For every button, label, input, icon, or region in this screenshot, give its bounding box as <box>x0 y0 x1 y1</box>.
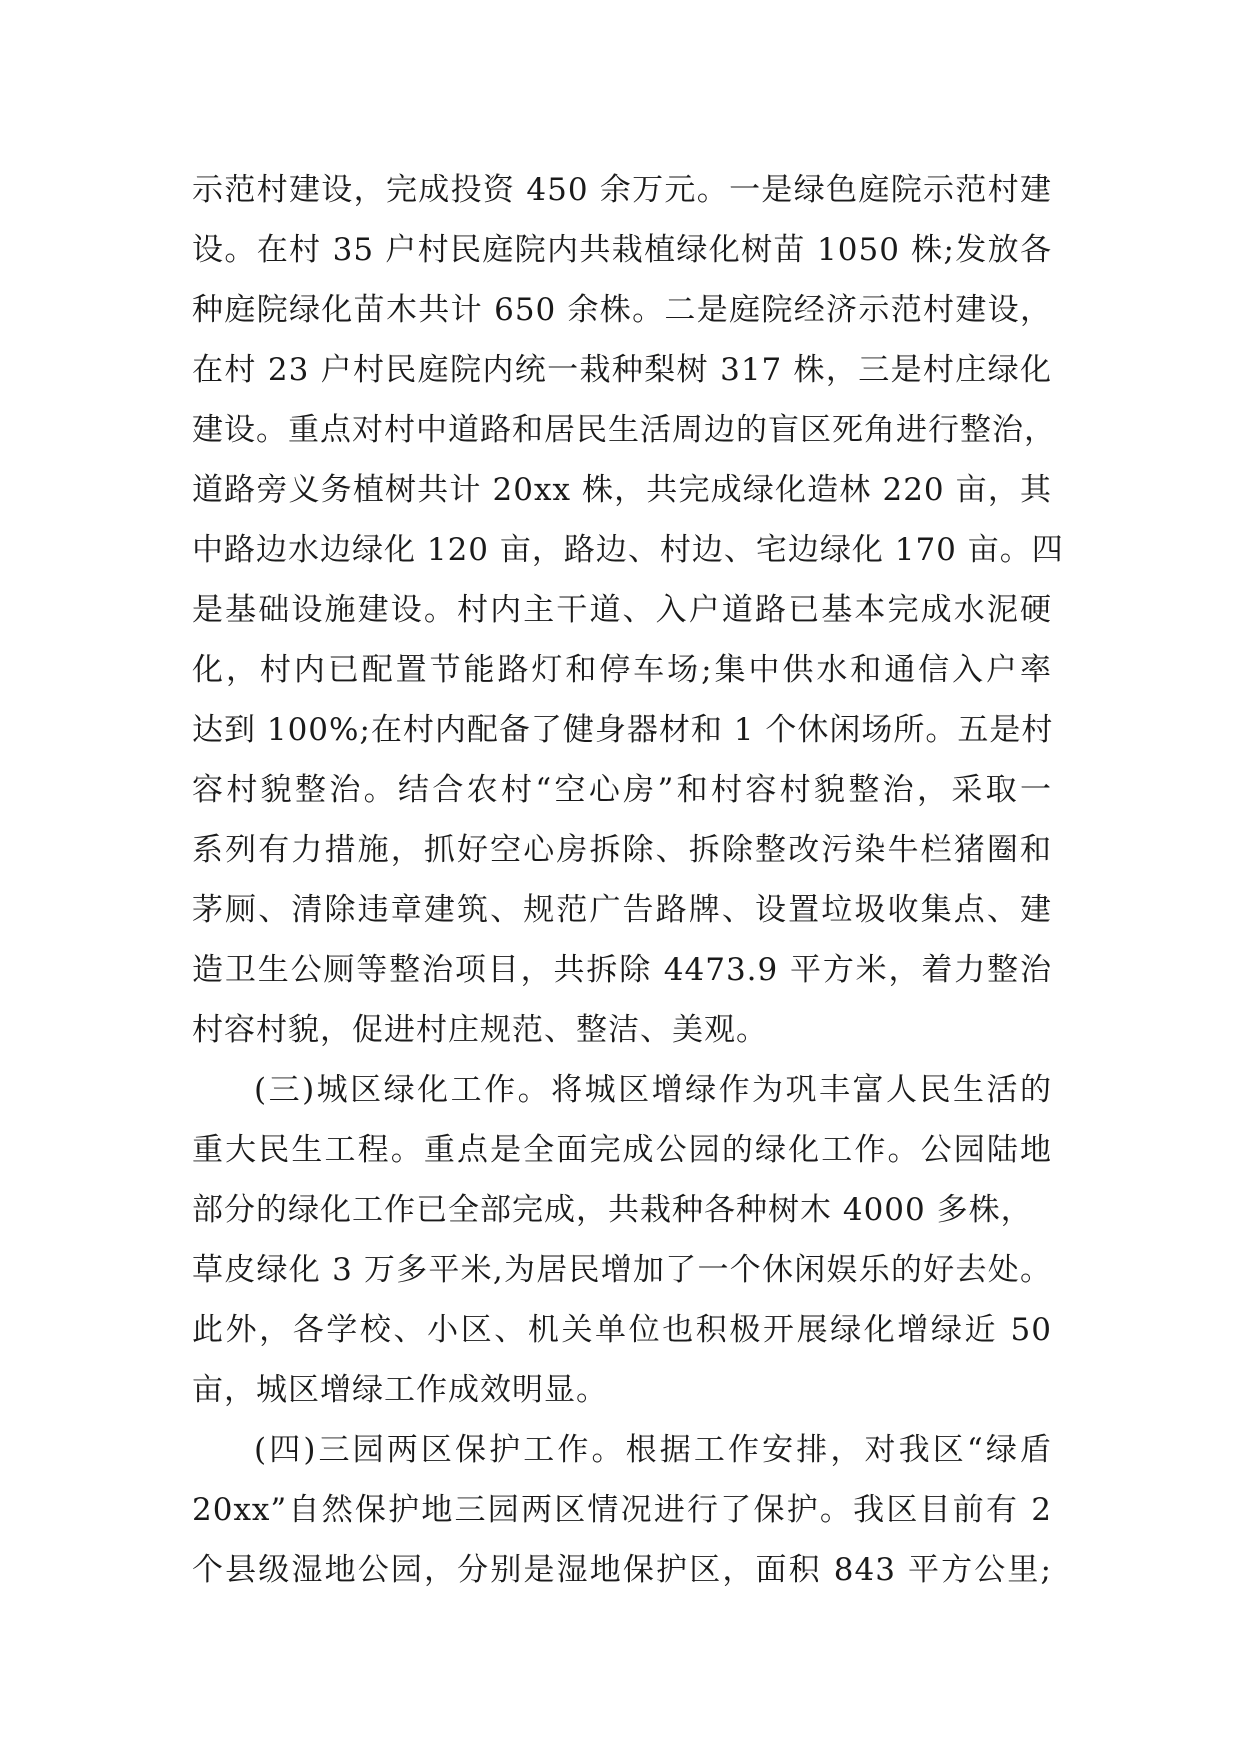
text-line: 化，村内已配置节能路灯和停车场;集中供水和通信入户率 <box>192 652 1052 688</box>
text-line: 此外，各学校、小区、机关单位也积极开展绿化增绿近 50 <box>192 1312 1052 1348</box>
text-line: 在村 23 户村民庭院内统一栽种梨树 317 株，三是村庄绿化 <box>192 352 1052 388</box>
text-line: 村容村貌，促进村庄规范、整洁、美观。 <box>192 1012 768 1048</box>
text-line: 20xx”自然保护地三园两区情况进行了保护。我区目前有 2 <box>192 1492 1052 1528</box>
text-line: 种庭院绿化苗木共计 650 余株。二是庭院经济示范村建设， <box>192 292 1052 328</box>
text-line: 草皮绿化 3 万多平米,为居民增加了一个休闲娱乐的好去处。 <box>192 1252 1052 1288</box>
text-line: 中路边水边绿化 120 亩，路边、村边、宅边绿化 170 亩。四 <box>192 532 1064 568</box>
text-line: 设。在村 35 户村民庭院内共栽植绿化树苗 1050 株;发放各 <box>192 232 1052 268</box>
text-line: 建设。重点对村中道路和居民生活周边的盲区死角进行整治， <box>192 412 1056 448</box>
text-line: 茅厕、清除违章建筑、规范广告路牌、设置垃圾收集点、建 <box>192 892 1052 928</box>
text-line: 道路旁义务植树共计 20xx 株，共完成绿化造林 220 亩，其 <box>192 472 1052 508</box>
text-line: 是基础设施建设。村内主干道、入户道路已基本完成水泥硬 <box>192 592 1052 628</box>
text-line: 重大民生工程。重点是全面完成公园的绿化工作。公园陆地 <box>192 1132 1052 1168</box>
text-line: 系列有力措施，抓好空心房拆除、拆除整改污染牛栏猪圈和 <box>192 832 1052 868</box>
section-heading-line: (三)城区绿化工作。将城区增绿作为巩丰富人民生活的 <box>254 1072 1052 1108</box>
text-line: 部分的绿化工作已全部完成，共栽种各种树木 4000 多株， <box>192 1192 1033 1228</box>
body-text <box>192 160 1064 1600</box>
text-line: 示范村建设，完成投资 450 余万元。一是绿色庭院示范村建 <box>192 172 1052 208</box>
text-line: 造卫生公厕等整治项目，共拆除 4473.9 平方米，着力整治 <box>192 952 1052 988</box>
text-line: 容村貌整治。结合农村“空心房”和村容村貌整治，采取一 <box>192 772 1052 808</box>
text-line: 亩，城区增绿工作成效明显。 <box>192 1372 608 1408</box>
section-heading-line: (四)三园两区保护工作。根据工作安排，对我区“绿盾 <box>254 1432 1052 1468</box>
text-line: 个县级湿地公园，分别是湿地保护区，面积 843 平方公里; <box>192 1552 1052 1588</box>
text-line: 达到 100%;在村内配备了健身器材和 1 个休闲场所。五是村 <box>192 712 1054 748</box>
